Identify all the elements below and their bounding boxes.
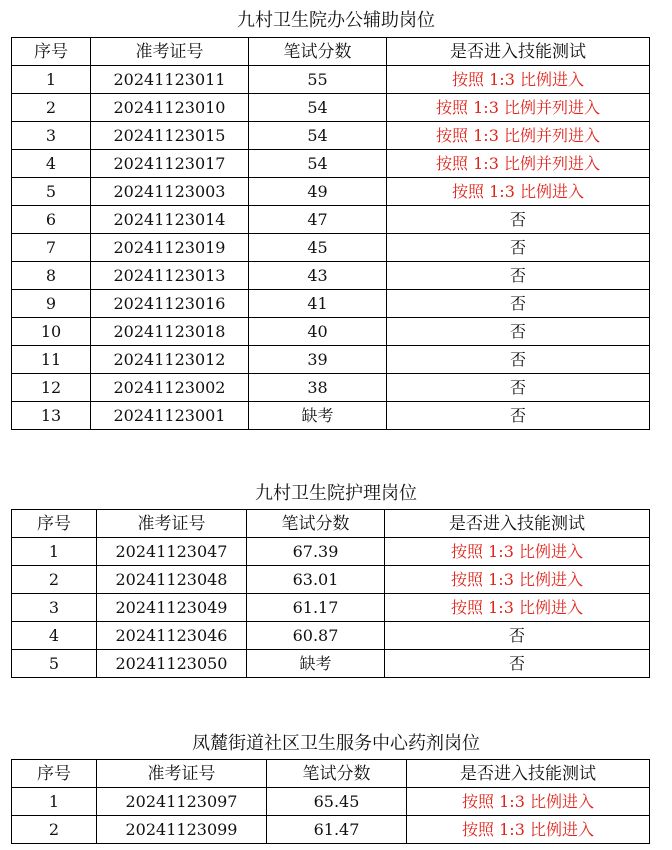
result-cell: 按照 1:3 比例进入 — [387, 66, 650, 94]
result-cell: 否 — [387, 234, 650, 262]
column-header: 准考证号 — [97, 510, 247, 538]
column-header: 笔试分数 — [249, 38, 387, 66]
table-header-row — [12, 510, 650, 538]
exam-id-cell: 20241123015 — [91, 122, 249, 150]
row-number-cell: 1 — [12, 788, 97, 816]
score-cell: 40 — [249, 318, 387, 346]
exam-id-cell: 20241123017 — [91, 150, 249, 178]
table-row — [12, 178, 650, 206]
row-number-cell: 4 — [12, 150, 91, 178]
row-number-cell: 7 — [12, 234, 91, 262]
table-row — [12, 234, 650, 262]
table-row — [12, 538, 650, 566]
column-header: 是否进入技能测试 — [387, 38, 650, 66]
exam-id-cell: 20241123011 — [91, 66, 249, 94]
table-row — [12, 290, 650, 318]
table-row — [12, 206, 650, 234]
exam-id-cell: 20241123019 — [91, 234, 249, 262]
row-number-cell: 1 — [12, 66, 91, 94]
exam-id-cell: 20241123050 — [97, 650, 247, 678]
table-row — [12, 374, 650, 402]
section-title-pharmacy: 凤麓街道社区卫生服务中心药剂岗位 — [192, 733, 480, 754]
result-cell: 否 — [387, 374, 650, 402]
exam-id-cell: 20241123016 — [91, 290, 249, 318]
score-cell: 54 — [249, 94, 387, 122]
exam-id-cell: 20241123046 — [97, 622, 247, 650]
score-cell: 60.87 — [247, 622, 385, 650]
score-cell: 63.01 — [247, 566, 385, 594]
row-number-cell: 4 — [12, 622, 97, 650]
result-cell: 否 — [385, 650, 650, 678]
exam-id-cell: 20241123013 — [91, 262, 249, 290]
exam-id-cell: 20241123048 — [97, 566, 247, 594]
table-row — [12, 788, 650, 816]
table-row — [12, 650, 650, 678]
table-row — [12, 594, 650, 622]
row-number-cell: 2 — [12, 94, 91, 122]
table-header-row — [12, 38, 650, 66]
result-cell: 按照 1:3 比例进入 — [385, 594, 650, 622]
row-number-cell: 11 — [12, 346, 91, 374]
score-cell: 39 — [249, 346, 387, 374]
results-table-pharmacy — [11, 759, 650, 844]
exam-id-cell: 20241123001 — [91, 402, 249, 430]
result-cell: 否 — [387, 318, 650, 346]
result-cell: 按照 1:3 比例进入 — [407, 788, 650, 816]
column-header: 是否进入技能测试 — [385, 510, 650, 538]
result-cell: 按照 1:3 比例并列进入 — [387, 150, 650, 178]
score-cell: 49 — [249, 178, 387, 206]
result-cell: 按照 1:3 比例并列进入 — [387, 122, 650, 150]
row-number-cell: 10 — [12, 318, 91, 346]
score-cell: 缺考 — [247, 650, 385, 678]
exam-id-cell: 20241123049 — [97, 594, 247, 622]
exam-id-cell: 20241123014 — [91, 206, 249, 234]
result-cell: 按照 1:3 比例进入 — [387, 178, 650, 206]
score-cell: 45 — [249, 234, 387, 262]
score-cell: 缺考 — [249, 402, 387, 430]
exam-id-cell: 20241123018 — [91, 318, 249, 346]
column-header: 序号 — [12, 510, 97, 538]
results-table-office — [11, 37, 650, 430]
table-header-row — [12, 760, 650, 788]
exam-id-cell: 20241123002 — [91, 374, 249, 402]
row-number-cell: 5 — [12, 650, 97, 678]
exam-id-cell: 20241123003 — [91, 178, 249, 206]
score-cell: 67.39 — [247, 538, 385, 566]
row-number-cell: 6 — [12, 206, 91, 234]
column-header: 是否进入技能测试 — [407, 760, 650, 788]
row-number-cell: 3 — [12, 594, 97, 622]
result-cell: 否 — [387, 402, 650, 430]
table-row — [12, 566, 650, 594]
score-cell: 41 — [249, 290, 387, 318]
table-row — [12, 262, 650, 290]
result-cell: 按照 1:3 比例进入 — [385, 538, 650, 566]
result-cell: 按照 1:3 比例进入 — [407, 816, 650, 844]
row-number-cell: 5 — [12, 178, 91, 206]
result-cell: 按照 1:3 比例进入 — [385, 566, 650, 594]
table-row — [12, 150, 650, 178]
exam-id-cell: 20241123099 — [97, 816, 267, 844]
exam-id-cell: 20241123010 — [91, 94, 249, 122]
result-cell: 否 — [387, 346, 650, 374]
score-cell: 55 — [249, 66, 387, 94]
column-header: 笔试分数 — [247, 510, 385, 538]
score-cell: 38 — [249, 374, 387, 402]
row-number-cell: 12 — [12, 374, 91, 402]
column-header: 准考证号 — [97, 760, 267, 788]
table-row — [12, 346, 650, 374]
score-cell: 61.47 — [267, 816, 407, 844]
column-header: 序号 — [12, 760, 97, 788]
column-header: 准考证号 — [91, 38, 249, 66]
row-number-cell: 9 — [12, 290, 91, 318]
row-number-cell: 8 — [12, 262, 91, 290]
table-row — [12, 318, 650, 346]
row-number-cell: 13 — [12, 402, 91, 430]
result-cell: 否 — [387, 262, 650, 290]
score-cell: 54 — [249, 122, 387, 150]
row-number-cell: 3 — [12, 122, 91, 150]
result-cell: 否 — [385, 622, 650, 650]
score-cell: 47 — [249, 206, 387, 234]
score-cell: 54 — [249, 150, 387, 178]
result-cell: 否 — [387, 290, 650, 318]
score-cell: 65.45 — [267, 788, 407, 816]
table-row — [12, 402, 650, 430]
column-header: 笔试分数 — [267, 760, 407, 788]
column-header: 序号 — [12, 38, 91, 66]
section-title-nursing: 九村卫生院护理岗位 — [255, 483, 417, 504]
exam-id-cell: 20241123012 — [91, 346, 249, 374]
table-row — [12, 66, 650, 94]
table-row — [12, 622, 650, 650]
score-cell: 43 — [249, 262, 387, 290]
row-number-cell: 2 — [12, 816, 97, 844]
result-cell: 否 — [387, 206, 650, 234]
table-row — [12, 94, 650, 122]
table-row — [12, 816, 650, 844]
table-row — [12, 122, 650, 150]
exam-id-cell: 20241123047 — [97, 538, 247, 566]
row-number-cell: 2 — [12, 566, 97, 594]
row-number-cell: 1 — [12, 538, 97, 566]
section-title-office: 九村卫生院办公辅助岗位 — [237, 10, 435, 31]
result-cell: 按照 1:3 比例并列进入 — [387, 94, 650, 122]
score-cell: 61.17 — [247, 594, 385, 622]
exam-id-cell: 20241123097 — [97, 788, 267, 816]
results-table-nursing — [11, 509, 650, 678]
